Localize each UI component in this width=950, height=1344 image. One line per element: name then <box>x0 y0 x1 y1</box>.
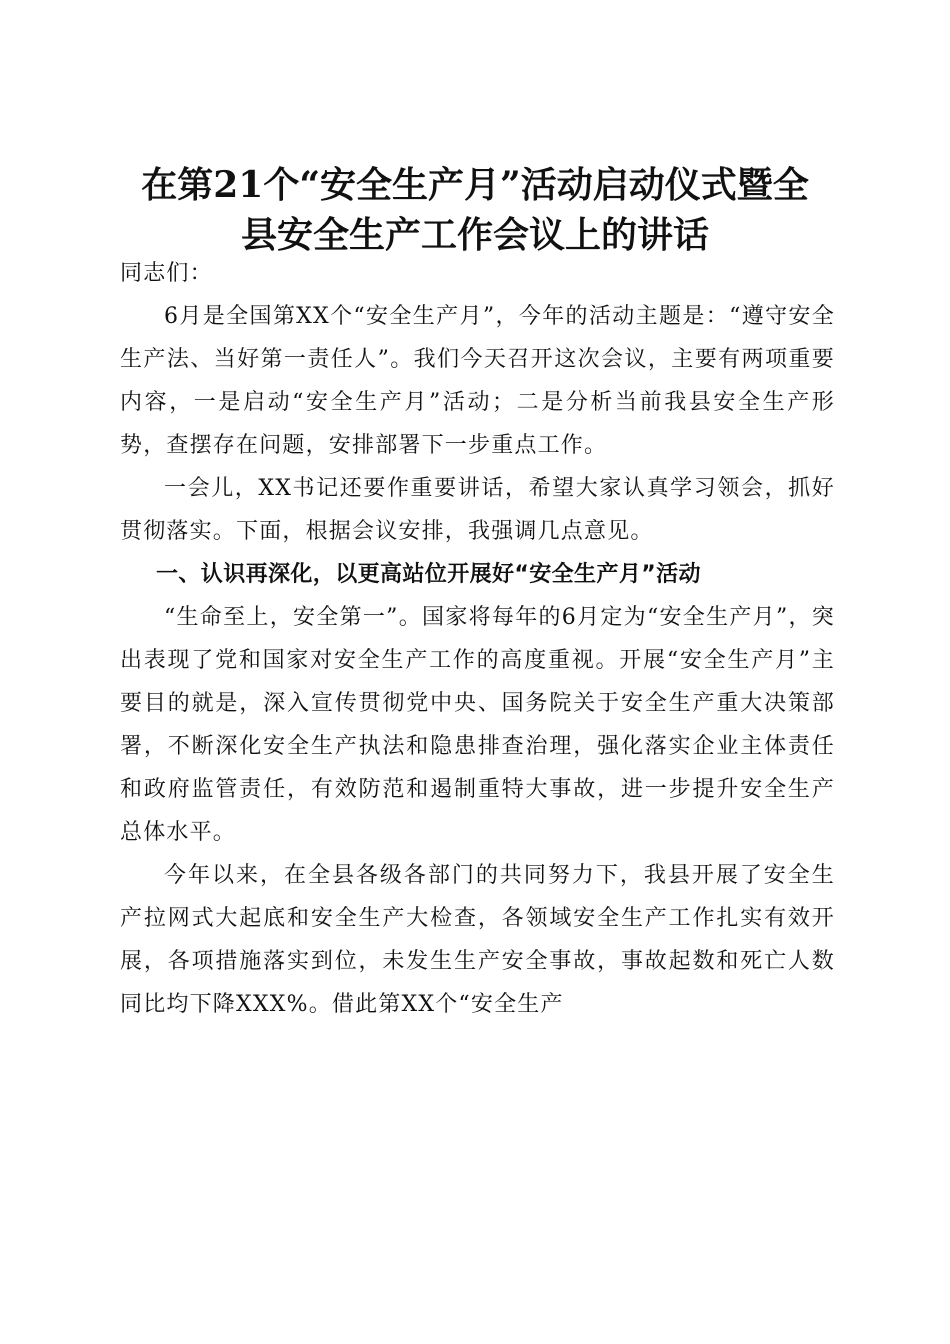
paragraph-section1-purpose: “生命至上，安全第一”。国家将每年的6月定为“安全生产月”，突出表现了党和国家对安全生产工作的高度重视。开展“安全生产月”主要目的就是，深入宣传贯彻党中央、国务院关于安全生产重大决策部署，不断深化安全生产执法和隐患排查治理，强化落实企业主体责任和政府监管责任，有效防范和遏制重特大事故，进一步提升安全生产总体水平。 <box>120 605 835 845</box>
paragraph-intro: 6月是全国第XX个“安全生产月”，今年的活动主题是：“遵守安全生产法、当好第一责任人”。我们今天召开这次会议，主要有两项重要内容，一是启动“安全生产月”活动；二是分析当前我县安全生产形势，查摆存在问题，安排部署下一步重点工作。 <box>120 304 835 458</box>
salutation: 同志们： <box>120 261 213 286</box>
section-heading-1: 一、认识再深化，以更高站位开展好“安全生产月”活动 <box>156 562 701 587</box>
document-body <box>120 252 835 1026</box>
paragraph-section1-progress: 今年以来，在全县各级各部门的共同努力下，我县开展了安全生产拉网式大起底和安全生产大检查，各领域安全生产工作扎实有效开展，各项措施落实到位，未发生生产安全事故，事故起数和死亡人数同比均下降XXX%。借此第XX个“安全生产 <box>120 863 835 1017</box>
title-line-2: 县安全生产工作会议上的讲话 <box>240 214 709 257</box>
document-title <box>110 160 840 260</box>
paragraph-remarks: 一会儿，XX书记还要作重要讲话，希望大家认真学习领会，抓好贯彻落实。下面，根据会议安排，我强调几点意见。 <box>120 476 835 544</box>
title-line-1: 在第21个“安全生产月”活动启动仪式暨全 <box>141 164 809 207</box>
